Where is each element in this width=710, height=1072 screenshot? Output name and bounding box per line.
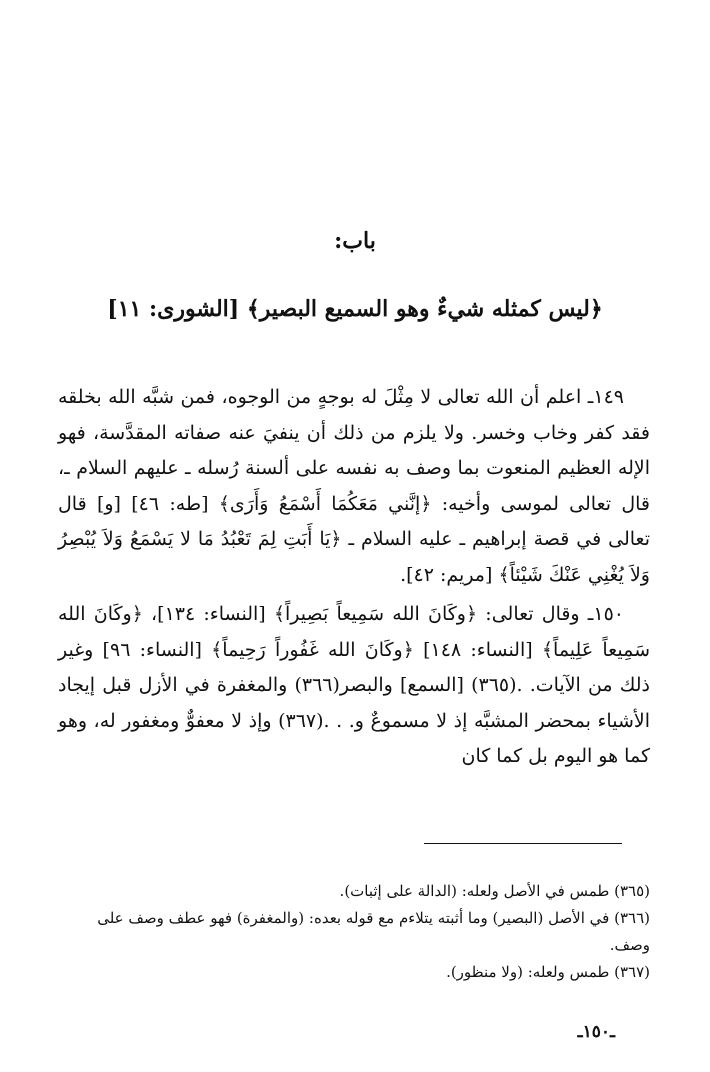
chapter-heading: باب: <box>334 228 376 254</box>
chapter-title: ﴿ليس كمثله شيءٌ وهو السميع البصير﴾ [الشورى: ١١] <box>107 296 603 322</box>
footnotes-list <box>58 878 650 986</box>
footnote-365: (٣٦٥) طمس في الأصل ولعله: (الدالة على إثبات). <box>339 882 650 900</box>
footnote-367: (٣٦٧) طمس ولعله: (ولا منظور). <box>446 963 650 981</box>
paragraph-149: ١٤٩ـ اعلم أن الله تعالى لا مِثْلَ له بوجهٍ من الوجوه، فمن شبَّه الله بخلقه فقد كفر وخاب وخسر. ولا يلزم من ذلك أن ينفيَ عنه صفاته المقدَّسة، فهو الإله العظيم المنعوت بما وصف به نفسه على ألسنة رُسله ـ عليهم السلام ـ، قال تعالى لموسى وأخيه: ﴿إنَّني مَعَكُمَا أَسْمَعُ وَأَرَى﴾ [طه: ٤٦] [و] قال تعالى في قصة إبراهيم ـ عليه السلام ـ ﴿يَا أَبَتِ لِمَ تَعْبُدُ مَا لا يَسْمَعُ وَلاَ يُبْصِرُ وَلاَ يُغْنِي عَنْكَ شَيْئاً﴾ [مريم: ٤٢]. <box>58 386 651 586</box>
paragraph-150: ١٥٠ـ وقال تعالى: ﴿وكَانَ الله سَمِيعاً بَصِيراً﴾ [النساء: ١٣٤]، ﴿وكَانَ الله سَمِيعاً عَلِيماً﴾ [النساء: ١٤٨] ﴿وكَانَ الله غَفُوراً رَحِيماً﴾ [النساء: ٩٦] وغير ذلك من الآيات. .(٣٦٥) [السمع] والبصر(٣٦٦) والمغفرة في الأزل قبل إيجاد الأشياء بمحضر المشبَّه إذ لا مسموعٌ و. . .(٣٦٧) وإذ لا معفوٌّ ومغفور له، وهو كما هو اليوم بل كما كان <box>58 603 651 767</box>
footnote-divider <box>424 843 622 844</box>
footnote-366: (٣٦٦) في الأصل (البصير) وما أثبته يتلاءم مع قوله بعده: (والمغفرة) فهو عطف وصف على وصف. <box>97 909 650 954</box>
page-number: ـ١٥٠ـ <box>577 1022 615 1042</box>
body-text <box>58 380 650 775</box>
